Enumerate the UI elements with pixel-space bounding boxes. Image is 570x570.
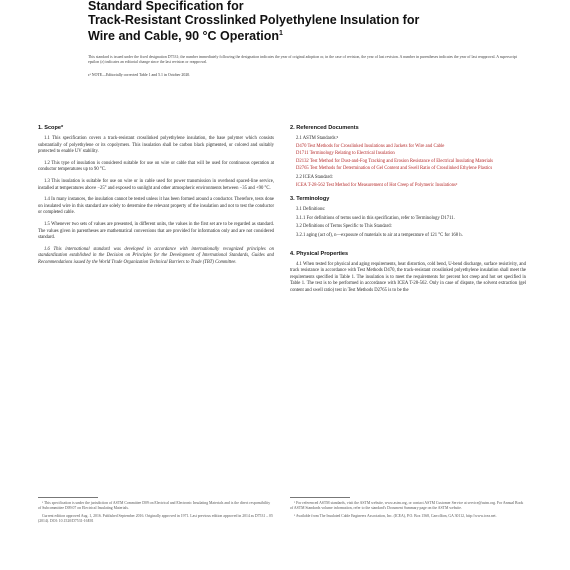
left-column [38,125,274,272]
reference-code[interactable]: D1711 [296,151,309,157]
title-line-2: Track-Resistant Crosslinked Polyethylene Insulation for [88,12,420,27]
right-column [290,125,526,300]
footnote-divider [38,497,98,498]
icea-standard-intro: 2.2 ICEA Standard: [296,174,333,180]
title-footnote-mark: 1 [279,30,283,37]
editorial-note: ε¹ NOTE—Editorially corrected Table 1 and 5.1 in October 2020. [88,73,191,77]
paragraph-1-1: 1.1 This specification covers a track-resistant crosslinked polyethylene insulation, the base polymer which consists substantially of polyethylene or its copolymers. This insulation shall be carbon black pigmented, or colored and suitably protected to enable UV stability. [38,136,274,155]
left-footnotes [38,501,274,527]
footnote-1: ¹ This specification is under the jurisdiction of ASTM Committee D09 on Electrical and Electronic Insulating Materials and is the direct responsibility of Subcommittee D09.07 on Electrical Insulating Materials. [38,501,271,510]
icea-reference[interactable] [290,183,526,190]
footnote-3: ³ Available from The Insulated Cable Engineers Association, Inc. (ICEA), P.O. Box 1568, Carrollton, GA 30112, http://www.icea.net. [294,514,497,518]
section-4-title: 4. Physical Properties [290,250,349,257]
footnote-divider [290,497,350,498]
designation-note [88,55,518,78]
paragraph-1-4: 1.4 In many instances, the insulation cannot be tested unless it has been formed around a conductor. Therefore, tests done on insulated wire in this standard are solely to determine the relevant property of the insulation and not to test the conductor or completed cable. [38,197,274,216]
paragraph-1-6: 1.6 This international standard was developed in accordance with internationally recognized principles on standardization established in the Decision on Principles for the Development of International Standards, Guides and Recommendations issued by the World Trade Organization Technical Barriers to Trade (TBT) Committee. [38,246,274,265]
paragraph-3-1-1: 3.1.1 For definitions of terms used in this specification, refer to Terminology D1711. [296,215,455,221]
section-3-title: 3. Terminology [290,196,330,203]
reference-code[interactable]: ICEA T-28-562 [296,182,326,188]
paragraph-1-3: 1.3 This insulation is suitable for use on wire or in cable used for power transmission in overhead spaced-line service, installed at temperatures above −25° and exposed to sunlight and other atmospheric environments between −35 and +90 °C. [38,178,274,191]
reference-code[interactable]: D2765 [296,166,309,172]
section-2-title: 2. Referenced Documents [290,125,359,131]
paragraph-3-2-1: 3.2.1 aging (act of), n—exposure of materials to air at a temperature of 121 °C for 168 h. [296,232,463,238]
reference-title[interactable]: Terminology Relating to Electrical Insulation [309,151,395,157]
paragraph-1-5: 1.5 Whenever two sets of values are presented, in different units, the values in the first set are to be regarded as standard. The values given in parentheses are mathematical conversions that are provided for information only and are not considered standard. [38,221,274,241]
right-footnotes [290,501,526,522]
title-line-1: Standard Specification for [88,0,244,13]
reference-item[interactable] [290,166,526,173]
footnote-2: ² For referenced ASTM standards, visit the ASTM website, www.astm.org, or contact ASTM Customer Service at service@astm.org. For Annual Book of ASTM Standards volume information, refer to the standard's Document Summary page on the ASTM website. [290,501,524,510]
reference-title[interactable]: Test Method for Dust-and-Fog Tracking and Erosion Resistance of Electrical Insulating Materials [309,158,493,164]
document-title [88,0,528,44]
designation-note-text: This standard is issued under the fixed designation D7531; the number immediately following the designation indicates the year of original adoption or, in the case of revision, the year of last revision. A number in parentheses indicates the year of last reapproval. A superscript epsilon (ε) indicates an editorial change since the last revision or reapproval. [88,55,517,64]
reference-item[interactable] [290,151,526,158]
title-line-3-text: Wire and Cable, 90 °C Operation [88,29,280,44]
paragraph-4-1: 4.1 When tested for physical and aging requirements, heat distortion, cold bend, U-bend discharge, surface resistivity, and track resistance in accordance with Test Methods D470, the track-resistant crosslinked polyethylene insulation shall meet the requirements specified in Table 1. The insulation is to meet the requirements for percent hot creep and hot set specified in Table 1. The test is to be performed in accordance with ICEA T-28-562. Only in case of dispute, the solvent extraction (gel content and swell ratio) test in Test Methods D2765 is to be the [290,261,526,293]
reference-title[interactable]: Test Methods for Crosslinked Insulations and Jackets for Wire and Cable [307,143,445,149]
reference-item[interactable] [290,144,526,151]
paragraph-1-2: 1.2 This type of insulation is considered suitable for use on wire or cable that will be used for continuous operation at conductor temperatures up to 90 °C. [38,160,274,173]
reference-title[interactable]: Test Methods for Determination of Gel Content and Swell Ratio of Crosslinked Ethylene Plastics [309,166,493,172]
paragraph-3-2: 3.2 Definitions of Terms Specific to This Standard: [296,224,392,230]
footnote-edition: Current edition approved Aug. 1, 2016. Published September 2016. Originally approved in 1971. Last previous edition approved in 2014 as D7531 – 05 (2014). DOI: 10.1520/D7531-16E01 [38,514,273,523]
section-1-title: 1. Scope* [38,125,64,131]
astm-standards-intro: 2.1 ASTM Standards:² [296,136,339,141]
title-line-3 [88,27,528,44]
reference-item[interactable] [290,159,526,166]
reference-title[interactable]: Test Method for Measurement of Hot Creep of Polymeric Insulations³ [326,182,458,188]
reference-code[interactable]: D2132 [296,158,309,164]
reference-code[interactable]: D470 [296,143,307,149]
paragraph-3-1: 3.1 Definitions: [296,207,326,213]
